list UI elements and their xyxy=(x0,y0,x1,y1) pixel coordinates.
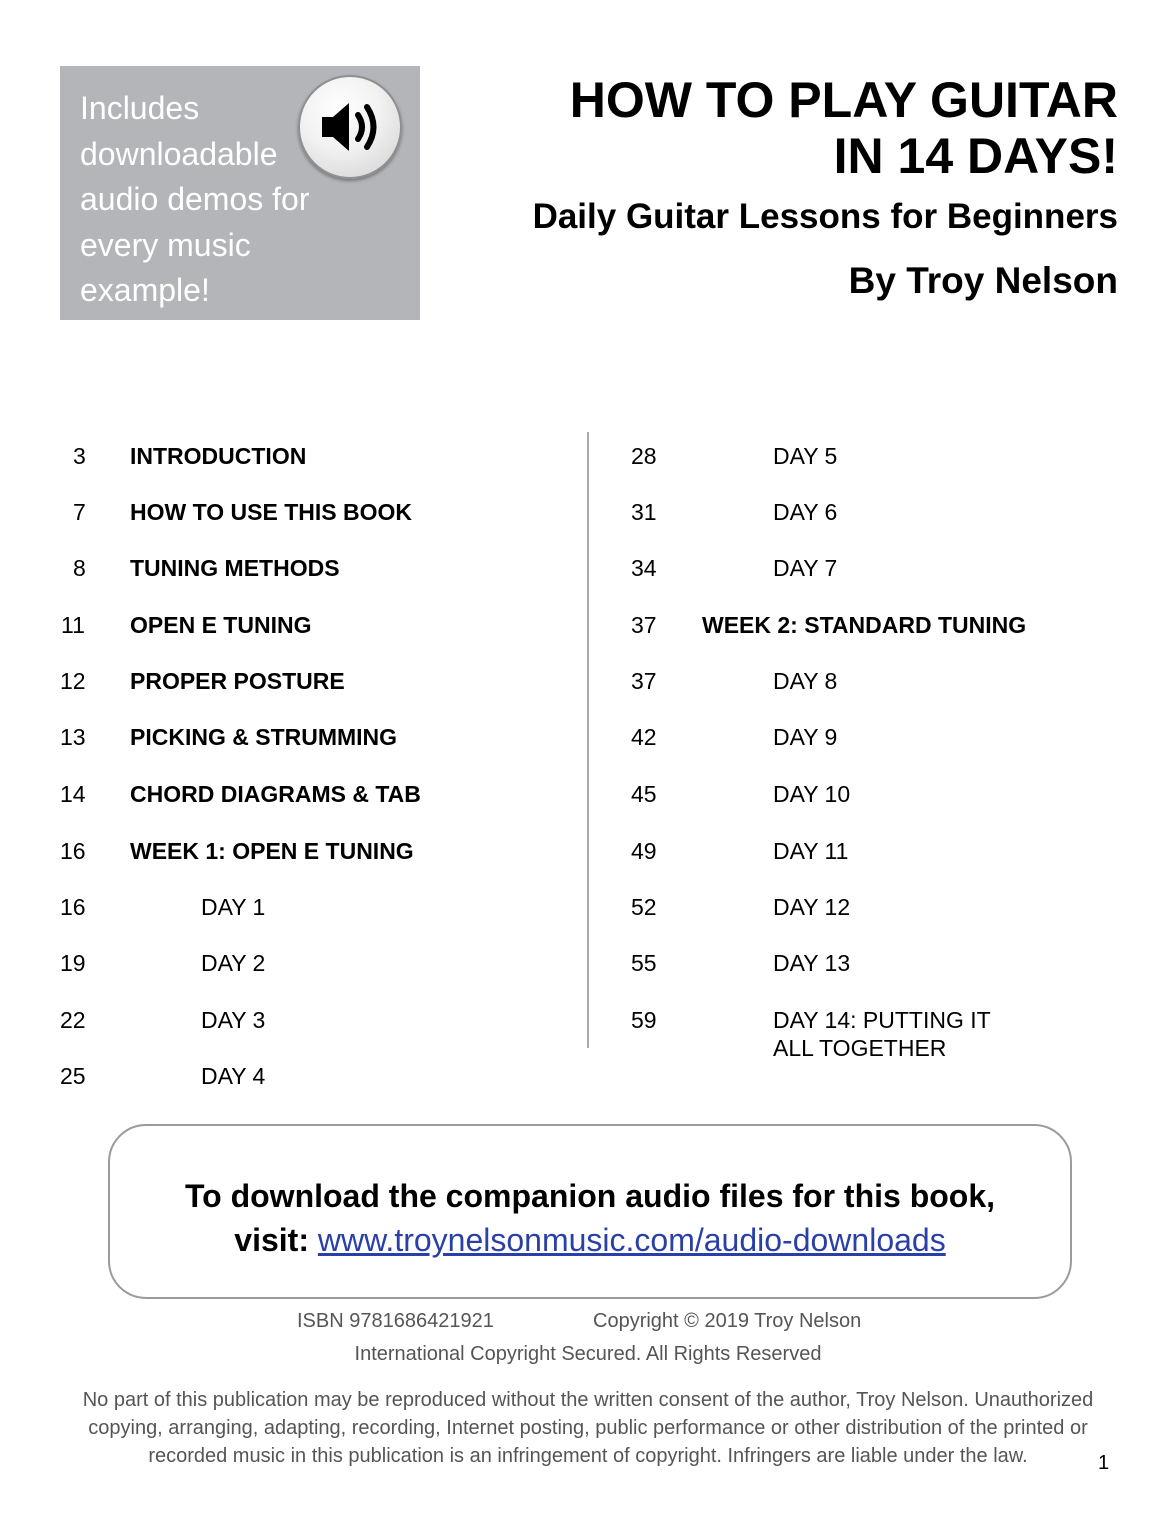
speaker-icon xyxy=(298,75,402,179)
legal-notice xyxy=(60,1386,1116,1470)
toc-page-number: 25 xyxy=(60,1063,86,1089)
toc-page-number: 11 xyxy=(61,612,85,638)
toc-page-number: 59 xyxy=(631,1007,657,1033)
toc-title: DAY 12 xyxy=(773,894,851,920)
audio-promo-box xyxy=(60,66,420,320)
audio-download-link[interactable]: www.troynelsonmusic.com/audio-downloads xyxy=(317,1222,946,1258)
legal-line: No part of this publication may be reproduced without the written consent of the author, Troy Nelson. Unauthorized xyxy=(82,1389,1094,1411)
toc-page-number: 22 xyxy=(60,1007,86,1033)
toc-title: DAY 1 xyxy=(201,894,266,920)
toc-title: CHORD DIAGRAMS & TAB xyxy=(130,781,421,807)
rights-text: International Copyright Secured. All Rights Reserved xyxy=(354,1343,822,1365)
isbn-text: ISBN 9781686421921 xyxy=(297,1310,494,1332)
toc-title: PROPER POSTURE xyxy=(130,668,345,694)
toc-page-number: 16 xyxy=(60,894,86,920)
toc-title-continued: ALL TOGETHER xyxy=(773,1035,947,1061)
toc-page-number: 37 xyxy=(631,612,657,638)
toc-title: DAY 4 xyxy=(201,1063,266,1089)
legal-line: copying, arranging, adapting, recording, Internet posting, public performance or other distribution of the printed or xyxy=(88,1417,1088,1439)
toc-page-number: 49 xyxy=(631,838,657,864)
toc-column-divider xyxy=(587,432,589,1048)
toc-page-number: 12 xyxy=(60,668,86,694)
book-author: By Troy Nelson xyxy=(848,260,1118,301)
copyright-text: Copyright © 2019 Troy Nelson xyxy=(593,1310,862,1332)
toc-title: DAY 6 xyxy=(773,499,838,525)
toc-title: WEEK 2: STANDARD TUNING xyxy=(702,612,1027,638)
toc-page-number: 31 xyxy=(631,499,657,525)
toc-page-number: 16 xyxy=(60,838,86,864)
toc-title: OPEN E TUNING xyxy=(130,612,312,638)
legal-line: recorded music in this publication is an infringement of copyright. Infringers are liable under the law. xyxy=(148,1445,1028,1467)
toc-page-number: 37 xyxy=(631,668,657,694)
promo-text: Includes downloadable audio demos for every music example! xyxy=(80,90,310,308)
book-subtitle: Daily Guitar Lessons for Beginners xyxy=(532,197,1118,236)
toc-title: HOW TO USE THIS BOOK xyxy=(130,499,412,525)
toc-title: DAY 3 xyxy=(201,1007,266,1033)
toc-page-number: 45 xyxy=(631,781,657,807)
notice-visit-label: visit: xyxy=(234,1222,318,1258)
toc-title: DAY 11 xyxy=(773,838,849,864)
toc-title: DAY 8 xyxy=(773,668,838,694)
toc-title: DAY 5 xyxy=(773,443,838,469)
toc-page-number: 13 xyxy=(60,724,86,750)
toc-page-number: 19 xyxy=(60,950,86,976)
toc-title: DAY 14: PUTTING IT xyxy=(773,1007,991,1033)
toc-page-number: 34 xyxy=(631,555,657,581)
title-line-1: HOW TO PLAY GUITAR xyxy=(569,72,1118,128)
toc-title: DAY 2 xyxy=(201,950,266,976)
toc-title: PICKING & STRUMMING xyxy=(130,724,398,750)
toc-title: WEEK 1: OPEN E TUNING xyxy=(130,838,414,864)
page-number: 1 xyxy=(1098,1452,1110,1474)
notice-visit-line xyxy=(110,1218,1070,1262)
toc-title: DAY 13 xyxy=(773,950,851,976)
book-title xyxy=(570,72,1118,184)
toc-title: INTRODUCTION xyxy=(130,443,307,469)
toc-page-number: 28 xyxy=(631,443,657,469)
title-line-2: IN 14 DAYS! xyxy=(833,128,1118,184)
toc-title: DAY 9 xyxy=(773,724,838,750)
download-notice-box xyxy=(108,1124,1072,1299)
toc-title: TUNING METHODS xyxy=(130,555,340,581)
toc-page-number: 14 xyxy=(60,781,86,807)
toc-page-number: 8 xyxy=(73,555,86,581)
toc-page-number: 42 xyxy=(631,724,657,750)
toc-page-number: 3 xyxy=(73,443,86,469)
toc-title: DAY 10 xyxy=(773,781,851,807)
notice-text: To download the companion audio files for this book, xyxy=(184,1178,996,1214)
toc-page-number: 7 xyxy=(73,499,86,525)
toc-title: DAY 7 xyxy=(773,555,838,581)
toc-page-number: 52 xyxy=(631,894,657,920)
toc-page-number: 55 xyxy=(631,950,657,976)
